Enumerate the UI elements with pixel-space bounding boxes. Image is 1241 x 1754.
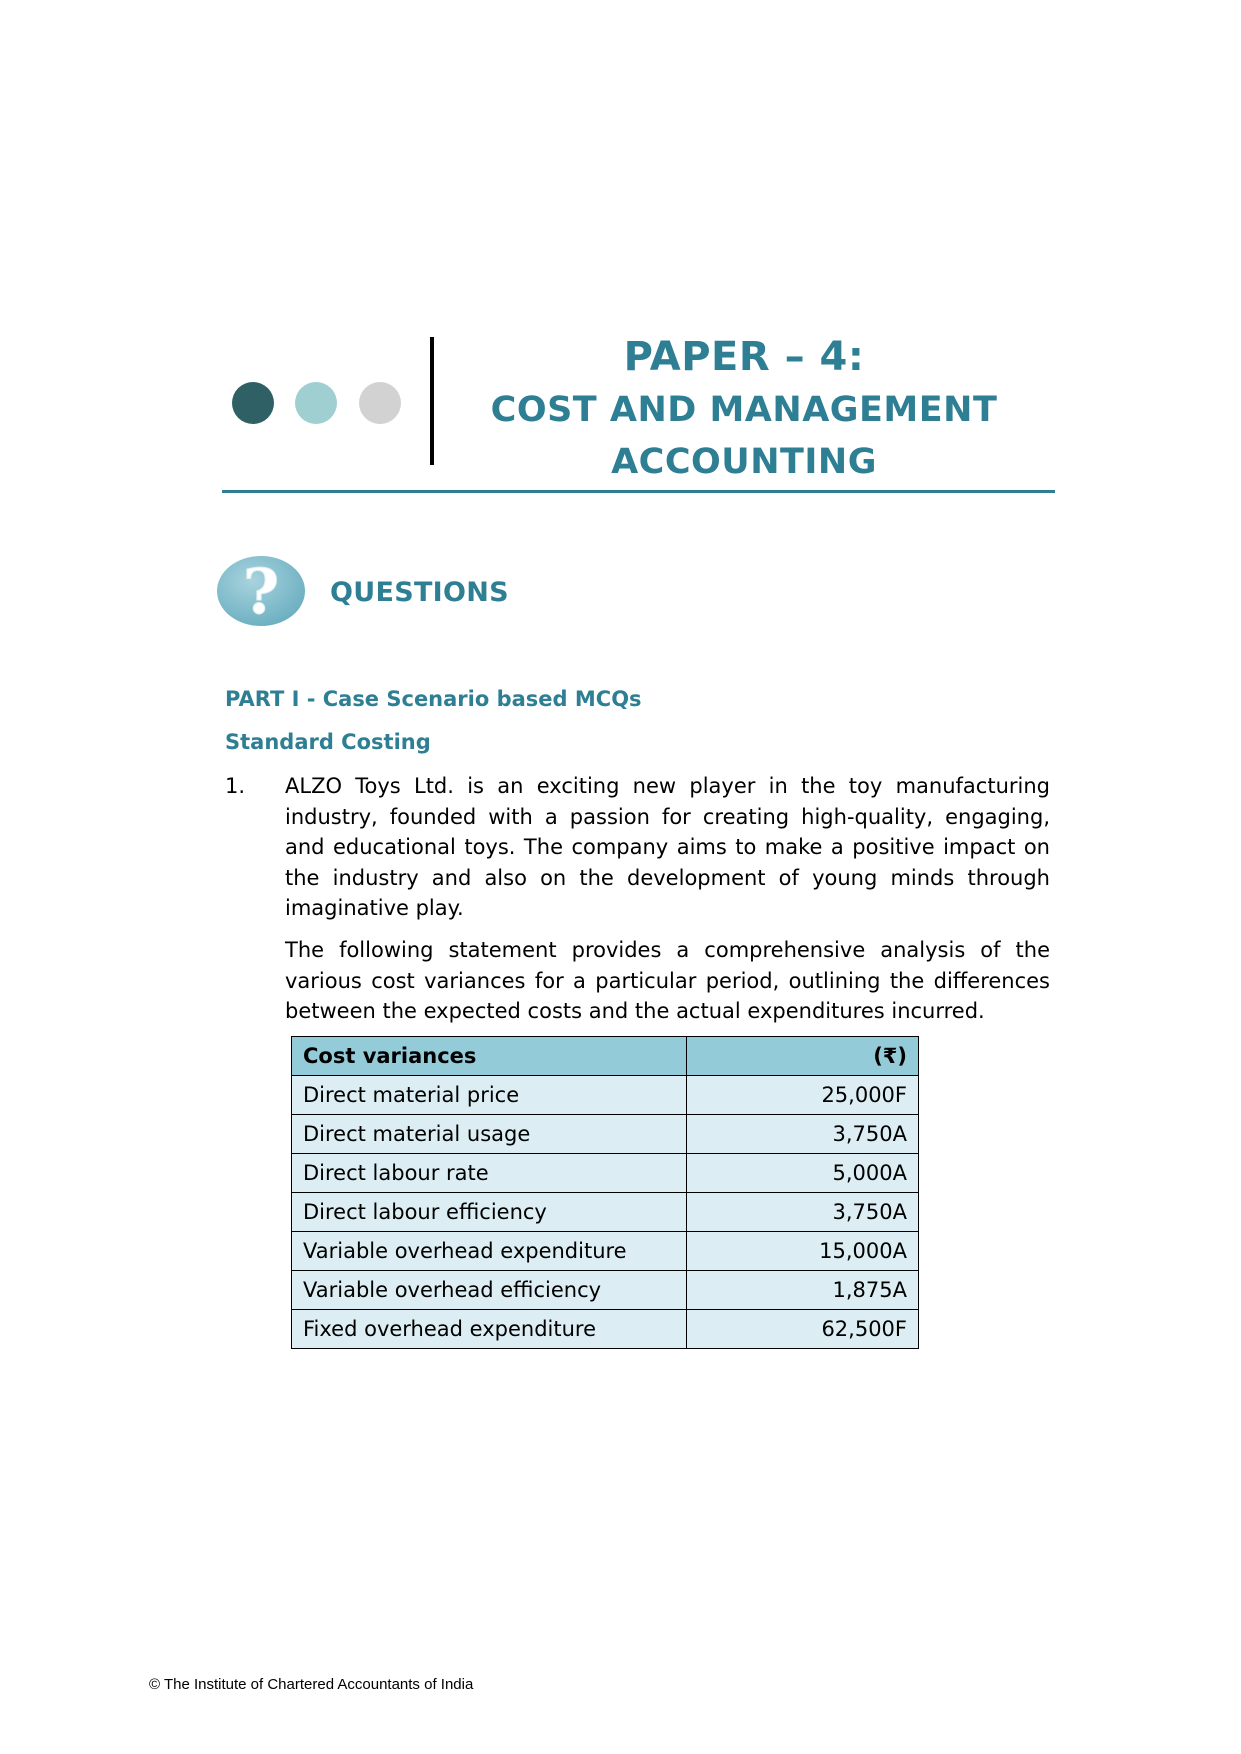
variance-amount: 3,750A (687, 1193, 919, 1232)
table-row (292, 1115, 919, 1154)
variance-amount: 3,750A (687, 1115, 919, 1154)
table-row (292, 1193, 919, 1232)
title-line-3: ACCOUNTING (611, 442, 877, 482)
title-line-1: PAPER – 4: (623, 334, 865, 380)
title-line-2: COST AND MANAGEMENT (490, 390, 998, 430)
cost-variances-table (291, 1036, 919, 1349)
variance-amount: 15,000A (687, 1232, 919, 1271)
title-underline (222, 490, 1055, 493)
decorative-dots (232, 382, 412, 424)
svg-text:?: ? (242, 555, 280, 627)
table-row (292, 1076, 919, 1115)
variance-name: Variable overhead expenditure (292, 1232, 687, 1271)
variance-amount: 1,875A (687, 1271, 919, 1310)
table-row (292, 1232, 919, 1271)
variance-name: Direct labour rate (292, 1154, 687, 1193)
table-header-row (292, 1037, 919, 1076)
variance-name: Direct material price (292, 1076, 687, 1115)
question-mark-icon (216, 555, 306, 627)
variance-name: Fixed overhead expenditure (292, 1310, 687, 1349)
variance-name: Direct labour efficiency (292, 1193, 687, 1232)
grey-dot (359, 382, 401, 424)
variance-name: Variable overhead efficiency (292, 1271, 687, 1310)
column-header-variance: Cost variances (292, 1037, 687, 1076)
table-row (292, 1271, 919, 1310)
variance-name: Direct material usage (292, 1115, 687, 1154)
questions-heading: QUESTIONS (330, 577, 509, 608)
part-heading: PART I - Case Scenario based MCQs (225, 687, 642, 711)
variance-amount: 25,000F (687, 1076, 919, 1115)
question-paragraph-1: ALZO Toys Ltd. is an exciting new player in the toy manufacturing industry, founded with a passion for creating high-quality, engaging, and educational toys. The company aims to make a positive impact on the industry and also on the development of young minds through imaginative play. (285, 774, 1050, 920)
copyright-footer: © The Institute of Chartered Accountants of India (149, 1676, 474, 1693)
question-paragraph-2: The following statement provides a comprehensive analysis of the various cost variances for a particular period, outlining the differences between the expected costs and the actual expenditures incurred. (285, 938, 1050, 1023)
variance-amount: 5,000A (687, 1154, 919, 1193)
table-row (292, 1154, 919, 1193)
question-number: 1. (225, 774, 246, 798)
topic-heading: Standard Costing (225, 730, 431, 754)
table-row (292, 1310, 919, 1349)
page-title (434, 330, 1054, 488)
light-dot (295, 382, 337, 424)
column-header-amount: (₹) (687, 1037, 919, 1076)
dark-dot (232, 382, 274, 424)
variance-amount: 62,500F (687, 1310, 919, 1349)
